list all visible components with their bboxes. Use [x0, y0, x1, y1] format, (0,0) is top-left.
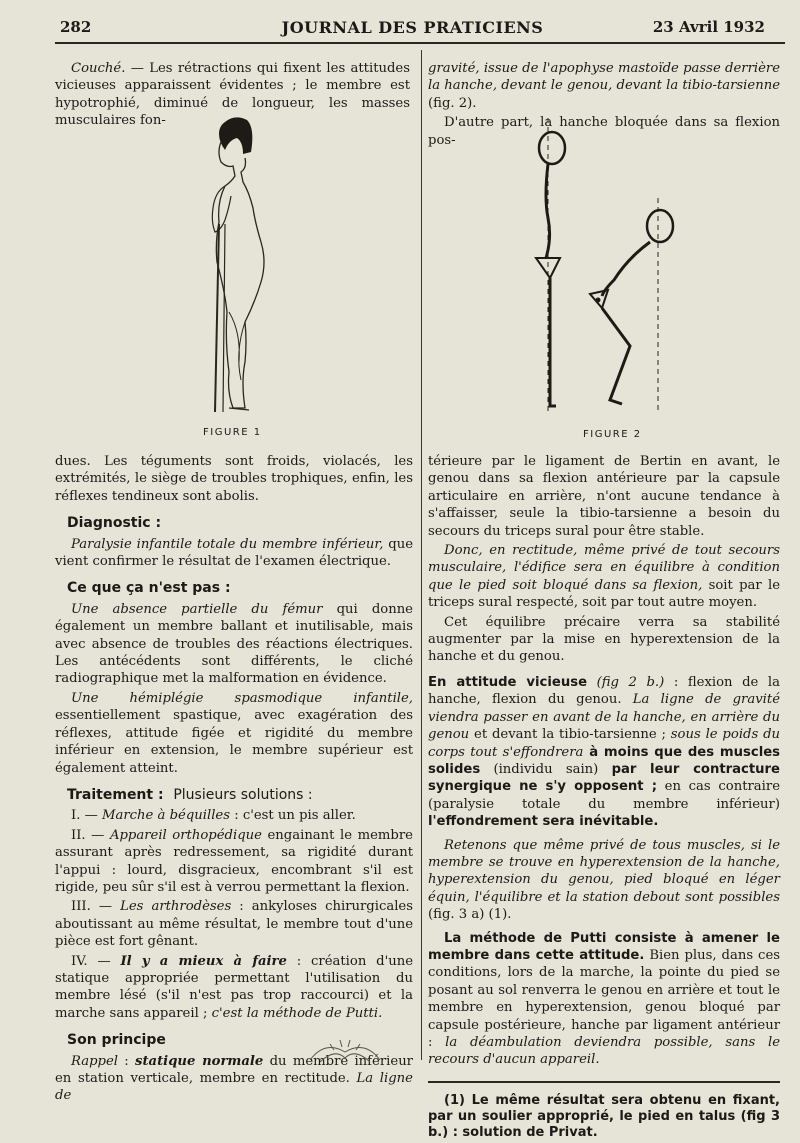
- hanche-bloquee: D'autre part, la hanche bloquée dans sa flexion pos-: [428, 115, 780, 148]
- gravite-tail: (fig. 2).: [428, 95, 477, 111]
- donc-italic: Donc, en rectitude, même privé de tout secours musculaire, l'édifice sera en équilibre à condition que le pied soit bloqué dans sa flexion,: [428, 543, 780, 593]
- methode-text: Bien plus, dans ces conditions, lors de la marche, la pointe du pied se posant au sol renverra le genou en arrière et tout le membre en hyperextension, genou bloqué par capsule postérieure, hanche par ligament antérieur :: [428, 947, 781, 1050]
- diagnostic-italic: Paralysie infantile totale du membre inférieur,: [71, 536, 384, 552]
- solution-4-putti: c'est la méthode de Putti.: [211, 1005, 383, 1021]
- attitude-bold-4: l'effondrement sera inévitable.: [428, 814, 659, 830]
- attitude-text: : flexion de la hanche, flexion du genou.: [428, 674, 780, 708]
- methode-bold: La méthode de Putti consiste à amener le membre dans cette attitude.: [428, 930, 780, 963]
- solution-3-italic: Les arthrodèses: [120, 899, 232, 915]
- absence-text: qui donne également un membre ballant et inutilisable, mais avec absence de troubles des réactions électriques. Les antécédents sont différents, le cliché radiographique met la malformation en évidence.: [55, 601, 413, 687]
- figure-1-caption: FIGURE 1: [203, 427, 262, 438]
- issue-date: 23 Avril 1932: [652, 18, 765, 36]
- solution-3-num: III. —: [71, 899, 113, 915]
- attitude-text-3: (individu sain): [480, 761, 612, 777]
- rappel-italic: Rappel: [71, 1053, 119, 1069]
- hemiplegie-italic: Une hémiplégie spasmodique infantile,: [71, 690, 413, 706]
- page-number: 282: [60, 18, 92, 36]
- traitement-sub: Plusieurs solutions :: [173, 786, 313, 803]
- right-column-body: [428, 453, 780, 1143]
- attitude-text-2: et devant la tibio-tarsienne ;: [469, 727, 671, 743]
- couche-text: — Les rétractions qui fixent les attitudes vicieuses apparaissent évidentes ; le membre est hypotrophié, diminué de longueur, les masses musculaires fon-: [55, 61, 410, 129]
- running-header: [60, 14, 765, 40]
- left-column-body: [55, 453, 413, 1107]
- gravite-italic: gravité, issue de l'apophyse mastoïde passe derrière la hanche, devant le genou, devant la tibio-tarsienne: [428, 61, 780, 94]
- standing-figure-illustration: [185, 112, 295, 422]
- couche-lead: Couché.: [71, 61, 126, 76]
- attitude-italic: La ligne de gravité viendra passer en avant de la hanche, en arrière du genou: [428, 692, 780, 743]
- attitude-bold: En attitude vicieuse: [428, 674, 588, 690]
- principe-heading: Son principe: [67, 1032, 166, 1049]
- footnote-rule: [428, 1081, 780, 1083]
- absence-italic: Une absence partielle du fémur: [71, 601, 323, 617]
- teguments-paragraph: dues. Les téguments sont froids, violacés, les extrémités, le siège de troubles trophiques, enfin, les réflexes tendineux sont abolis.: [55, 454, 413, 504]
- donc-text: soit par le triceps sural respecté, soit par tout autre moyen.: [428, 577, 780, 611]
- solution-4-text: : création d'une statique appropriée permettant l'utilisation du membre lésé (s'il n'est pas trop raccourci) et la marche sans appareil ;: [55, 953, 413, 1021]
- solution-3-text: : ankyloses chirurgicales aboutissant au même résultat, le membre tout d'une pièce est fort gênant.: [55, 899, 413, 950]
- retenons-text: (fig. 3 a) (1).: [428, 907, 512, 923]
- rappel-text: du membre inférieur en station verticale, membre en rectitude.: [55, 1053, 413, 1086]
- footnote: (1) Le même résultat sera obtenu en fixant, par un soulier approprié, le pied en talus (fig 3 b.) : solution de Privat.: [428, 1092, 780, 1140]
- figure-2: [510, 118, 700, 418]
- diagnostic-heading: Diagnostic :: [67, 515, 162, 532]
- attitude-bold-2: à moins que des muscles solides: [428, 744, 781, 777]
- attitude-bold-3: par leur contracture synergique ne s'y opposent ;: [428, 761, 780, 795]
- attitude-italic-2: sous le poids du corps tout s'effondrera: [428, 727, 781, 760]
- column-divider: [421, 50, 422, 1060]
- solution-1-text: : c'est un pis aller.: [230, 808, 356, 824]
- ce-que-heading: Ce que ça n'est pas :: [67, 580, 231, 597]
- figure-2-caption: FIGURE 2: [583, 429, 642, 440]
- solution-1-num: I. —: [71, 808, 98, 824]
- solution-4-bold: Il y a mieux à faire: [120, 953, 287, 969]
- attitude-paren: (fig 2 b.): [587, 674, 665, 690]
- retenons-italic: Retenons que même privé de tous muscles, si le membre se trouve en hyperextension de la hanche, hyperextension du genou, pied bloqué en léger équin, l'équilibre et la station debout sont possibles: [428, 837, 780, 905]
- solution-4-num: IV. —: [71, 953, 111, 969]
- solution-1-italic: Marche à béquilles: [101, 808, 230, 824]
- methode-italic: la déambulation deviendra possible, sans le recours d'aucun appareil.: [428, 1035, 780, 1068]
- traitement-heading: Traitement :: [67, 786, 164, 803]
- terieure-paragraph: térieure par le ligament de Bertin en avant, le genou dans sa flexion antérieure par la capsule articulaire en arrière, n'ont aucune tendance à s'affaisser, seule la tibio-tarsienne a besoin du secours du triceps sural pour être stable.: [428, 454, 780, 539]
- solution-2-num: II. —: [71, 827, 105, 843]
- figure-1: [185, 112, 295, 422]
- header-rule: [55, 42, 785, 44]
- solution-2-text: engainant le membre assurant après redressement, sa rigidité durant l'appui : lourd, disgracieux, encombrant s'il est rigide, peu sûr s'il est à verrou permettant la flexion.: [55, 827, 413, 895]
- diagnostic-text: que vient confirmer le résultat de l'examen électrique.: [55, 536, 413, 570]
- ornament-icon: [300, 1030, 390, 1070]
- rappel-italic-end: La ligne de: [55, 1071, 413, 1104]
- rappel-colon: :: [118, 1053, 136, 1069]
- equilibre-paragraph: Cet équilibre précaire verra sa stabilité augmenter par la mise en hyperextension de la hanche et du genou.: [428, 614, 780, 665]
- hemiplegie-text: essentiellement spastique, avec exagération des réflexes, attitude figée et rigidité du membre inférieur en extension, le membre supérieur est également atteint.: [55, 708, 413, 776]
- journal-title: JOURNAL DES PRATICIENS: [281, 18, 544, 37]
- rappel-bold: statique normale: [135, 1053, 264, 1069]
- gravity-line-diagram: [510, 118, 700, 418]
- attitude-text-4: en cas contraire (paralysie totale du membre inférieur): [428, 779, 780, 812]
- solution-2-italic: Appareil orthopédique: [109, 827, 262, 843]
